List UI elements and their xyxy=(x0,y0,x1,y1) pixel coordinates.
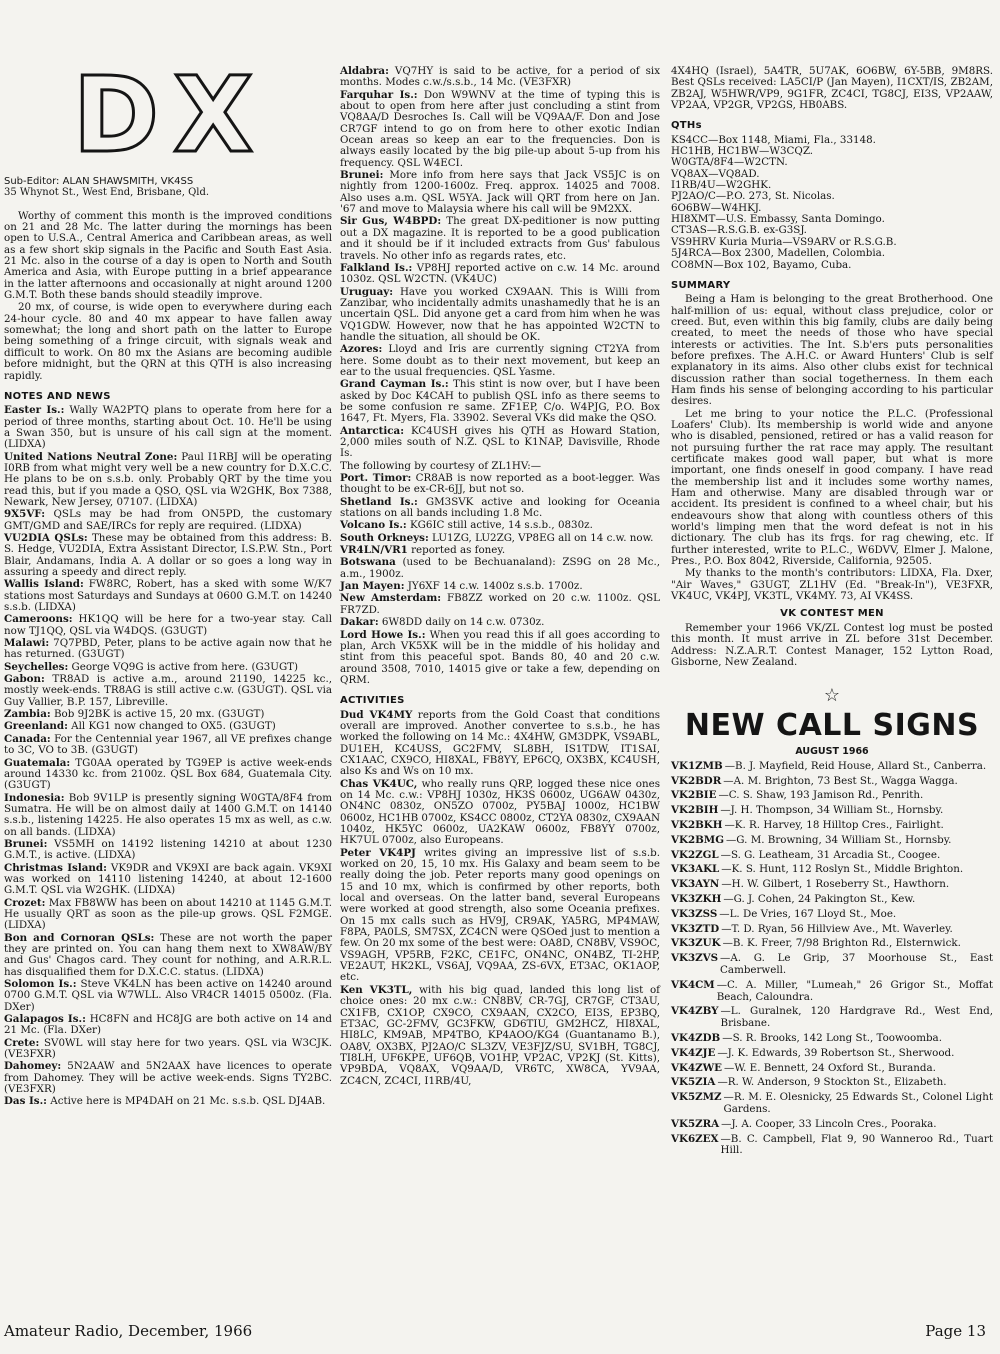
call-sign: VK2BDR xyxy=(671,774,722,787)
news-item xyxy=(340,90,660,169)
call-sign-holder: —B. K. Freer, 7/98 Brighton Rd., Elsternwick. xyxy=(722,937,961,950)
call-sign-holder: —C. A. Miller, "Lumeah," 26 Grigor St., Moffat Beach, Caloundra. xyxy=(716,978,993,1003)
news-item xyxy=(340,170,660,215)
news-item-text: HK1QQ will be here for a two-year stay. Call now TJ1QQ, QSL via W4DQS. (G3UGT) xyxy=(4,613,332,637)
news-item xyxy=(4,734,332,757)
news-item-key: Bon and Cornoran QSLs: xyxy=(4,931,155,944)
news-item-text: (used to be Bechuanaland): ZS9G on 28 Mc., a.m., 1900z. xyxy=(340,556,660,580)
call-sign: VK1ZMB xyxy=(671,759,723,772)
qth-item: W0GTA/8F4—W2CTN. xyxy=(671,156,788,169)
news-item-key: United Nations Neutral Zone: xyxy=(4,450,178,463)
call-sign-row xyxy=(671,835,993,847)
call-sign-row xyxy=(671,924,993,936)
news-item-key: Guatemala: xyxy=(4,756,71,769)
call-sign-holder: —S. R. Brooks, 142 Long St., Toowoomba. xyxy=(722,1032,942,1045)
call-sign-row xyxy=(671,805,993,817)
news-item xyxy=(340,473,660,496)
activity-item-text: reports from the Gold Coast that conditions overall are improved. Another convertee to s.s.b., he has worked the following on 14 Mc.: 4X4HW, GM3DPK, VS9ABL, DU1EH, KC4USS, GC2FMV, SL8BH, IS1TDW, IT1SAI, CX1AAC, CX9CO, HI8XAL, FB8YY, EP6CQ, OX3BX, KC4USH, also Ks and Ws on 10 mx. xyxy=(340,708,660,778)
news-item xyxy=(4,405,332,450)
call-sign-row xyxy=(671,894,993,906)
news-item-text: VS5MH on 14192 listening 14210 at about 1230 G.M.T., is active. (LIDXA) xyxy=(4,837,332,862)
intro-paragraph: 20 mx, of course, is wide open to everywhere during each 24-hour cycle. 80 and 40 mx appear to have fallen away somewhat; the long and short path on the latter to Europe being something of a fringe circuit, with signals weak and difficult to work. On 80 mx the Asians are becoming audible before midnight, but the QRN at this QTH is also increasing rapidly. xyxy=(4,301,332,382)
call-sign-row xyxy=(671,790,993,802)
news-item-text: Active here is MP4DAH on 21 Mc. s.s.b. QSL DJ4AB. xyxy=(46,1095,326,1108)
qth-item: CO8MN—Box 102, Bayamo, Cuba. xyxy=(671,258,852,271)
news-item xyxy=(4,674,332,708)
activity-item-key: Ken VK3TL, xyxy=(340,983,413,996)
call-sign-row xyxy=(671,850,993,862)
qth-item: HI8XMT—U.S. Embassy, Santa Domingo. xyxy=(671,213,885,226)
news-item-text: All KG1 now changed to OX5. (G3UGT) xyxy=(67,720,276,733)
column-2 xyxy=(340,66,660,1088)
news-item-text: Steve VK4LN has been active on 14240 around 0700 G.M.T. QSL via W7WLL. Also VR4CR 14015 0500z. (Fla. DXer) xyxy=(4,978,332,1013)
call-sign-holder: —W. E. Bennett, 24 Oxford St., Buranda. xyxy=(724,1061,936,1074)
call-sign: VK6ZEX xyxy=(671,1132,719,1145)
activity-item-text: with his big quad, landed this long list of choice ones: 20 mx c.w.: CN8BV, CR-7GJ, CR7GF, CT3AU, CX1FB, CX1OP, CX9CO, CX9AAN, CX2CO, EI3S, EP3BQ, ET3AC, GC-2FMV, GC3FKW, GD6TIU, GM2HCZ, HI8XAL, HI8LC, KM9AB, MP4TBO, KP4AOO/KG4 (Guantanamo B.), OA8V, OX3BX, PJ2AO/C SL3ZV, VE3FJZ/SU, SV1BH, TG8CJ, TI8LH, UF6KPE, UF6QB, VO1HP, VP2AC, VP2KJ (St. Kitts), VP9BDA, VQ8AX, VQ9AA/D, VR6TC, XW8CA, YV9AA, ZC4CN, ZC4CI, I1RB/4U, xyxy=(340,983,660,1087)
news-item-key: Uruguay: xyxy=(340,285,394,298)
news-item-text: These may be obtained from this address: B. S. Hedge, VU2DIA, Extra Assistant Director, I.S.P.W. Stn., Port Blair, Andamans, India A. A dollar or so goes a long way in assuring a speedy and direct reply. xyxy=(4,531,333,578)
news-item-key: Cameroons: xyxy=(4,613,73,626)
call-sign-holder: —K. R. Harvey, 18 Hilltop Cres., Fairlight. xyxy=(724,819,944,832)
news-item-key: Dahomey: xyxy=(4,1060,62,1073)
activity-item xyxy=(340,779,660,847)
call-sign-row xyxy=(671,1134,993,1158)
contest-heading: VK CONTEST MEN xyxy=(780,608,884,620)
news-item-key: 9X5VF: xyxy=(4,508,46,521)
qth-item: I1RB/4U—W2GHK. xyxy=(671,179,772,192)
news-item xyxy=(4,1096,332,1107)
intro-paragraph: Worthy of comment this month is the improved conditions on 21 and 28 Mc. The latter during the mornings has been open to U.S.A., Central America and Caribbean areas, as well as a few short skip signals in the Pacific and South East Asia. 21 Mc. also in the course of a day is open to North and South America and Asia, with Europe putting in a brief appearance in the latter afternoons and occasionally at night around 1200 G.M.T. Both these bands should steadily improve. xyxy=(4,209,332,302)
news-item xyxy=(4,1038,332,1061)
call-sign-row xyxy=(671,879,993,891)
news-item-text: Have you worked CX9AAN. This is Willi from Zanzibar, who incidentally admits unashamedly that he is an uncertain QSL. Did anyone get a card from him when he was VQ1GDW. However, now that he has appointed W2CTN to handle the situation, all should be OK. xyxy=(340,285,660,343)
news-item-text: These are not worth the paper they are printed on. You can hang them next to XW8AW/BY and Gus' Chagos card. They count for nothing, and A.R.R.L. has disqualified them for D.X.C.C. status. (LIDXA) xyxy=(4,931,333,978)
call-sign: VK5ZIA xyxy=(671,1076,716,1089)
call-sign-holder: —A. G. Le Grip, 37 Moorhouse St., East Camberwell. xyxy=(720,952,993,977)
call-sign-row xyxy=(671,1048,993,1060)
footer-page-number: Page 13 xyxy=(925,1322,986,1340)
dx-title-box xyxy=(56,54,284,176)
news-item xyxy=(340,617,660,628)
news-item-text: More info from here says that Jack VS5JC is on nightly from 1200-1600z. Freq. approx. 14025 and 7008. Also uses a.m. QSL W5YA. Jack will QRT from here on Jan. '67 and move to Malaysia where his call will be 9M2XX. xyxy=(340,169,660,216)
news-item xyxy=(4,709,332,720)
activities-heading: ACTIVITIES xyxy=(340,695,405,707)
news-item xyxy=(340,557,660,580)
sub-editor-address: 35 Whynot St., West End, Brisbane, Qld. xyxy=(4,187,210,199)
news-item-key: Easter Is.: xyxy=(4,404,65,417)
notes-heading: NOTES AND NEWS xyxy=(4,390,111,402)
summary-paragraph: My thanks to the month's contributors: LIDXA, Fla. Dxer, "Air Waves," G3UGT, ZL1HV (Ed. "Break-In"), VE3FXR, VK4UC, VK4PJ, VK3TL, VK4MY. 73, AI VK4SS. xyxy=(671,567,993,603)
summary-paragraph: Let me bring to your notice the P.L.C. (Professional Loafers' Club). Its membership is world wide and anyone who is disabled, pensioned, retired or has a valid reason for not pursuing further the rat race may apply. The resultant certificate makes good wall paper, but what is more important, one finds oneself in good company. I have read the membership list and it includes some worthy names, Ham and otherwise. Many are disabled through war or accident. Its president is confined to a wheel chair, but his endeavours show that along with countless others of this world's limping men that the word defeat is not in his dictionary. The club has its frqs. for rag chewing, etc. If further interested, write to P.L.C., W6DVV, Elmer J. Malone, Pres., P.O. Box 8042, Riverside, California, 92505. xyxy=(671,407,993,568)
new-call-signs-date: AUGUST 1966 xyxy=(795,745,869,757)
qths-heading: QTHs xyxy=(671,120,702,132)
call-sign-row xyxy=(671,1119,993,1131)
news-item-text: LU1ZG, LU2ZG, VP8EG all on 14 c.w. now. xyxy=(428,531,654,544)
call-sign-holder: —C. S. Shaw, 193 Jamison Rd., Penrith. xyxy=(718,789,924,802)
call-sign-row xyxy=(671,1092,993,1116)
qth-item: CT3AS—R.S.G.B. ex-G3SJ. xyxy=(671,224,807,237)
call-sign: VK2BIE xyxy=(671,789,717,802)
news-item-text: QSLs may be had from ON5PD, the customary GMT/GMD and SAE/IRCs for reply are required. (LIDXA) xyxy=(4,508,332,532)
news-item-key: Galapagos Is.: xyxy=(4,1013,86,1026)
news-item xyxy=(4,721,332,732)
news-item-text: 7Q7PBD, Peter, plans to be active again now that he has returned. (G3UGT) xyxy=(4,637,332,661)
news-item-key: Malawi: xyxy=(4,637,50,650)
news-item-text: SV0WL will stay here for two years. QSL via W3CJK. (VE3FXR) xyxy=(4,1036,332,1061)
news-item-key: Canada: xyxy=(4,732,51,745)
news-item-text: This stint is now over, but I have been asked by Doc K4CAH to publish QSL info as there seems to be some confusion re same. ZF1EP, C/o. W4PJG, P.O. Box 1647, Ft. Myers, Fla. 33902. Several VKs did make the QSO. xyxy=(340,378,661,425)
call-sign-holder: —A. M. Brighton, 73 Best St., Wagga Wagga. xyxy=(723,774,958,787)
news-item xyxy=(4,452,332,509)
footer-publication: Amateur Radio, December, 1966 xyxy=(4,1322,253,1340)
sub-editor: Sub-Editor: ALAN SHAWSMITH, VK4SS xyxy=(4,176,194,187)
call-sign: VK2BIH xyxy=(671,804,719,817)
call-sign-row xyxy=(671,953,993,977)
news-item-key: Azores: xyxy=(340,343,383,356)
call-sign-holder: —L. De Vries, 167 Lloyd St., Moe. xyxy=(719,907,897,920)
news-item xyxy=(340,263,660,286)
call-sign: VK2BMG xyxy=(671,833,724,846)
qth-item: 6O6BW—W4HKJ. xyxy=(671,201,762,214)
news-item-key: Shetland Is.: xyxy=(340,495,418,508)
news-item-text: Bob 9J2BK is active 15, 20 mx. (G3UGT) xyxy=(50,708,265,721)
activity-item-text: writes giving an impressive list of s.s.b. worked on 20, 15, 10 mx. His Galaxy and beam seem to be really doing the job. Peter reports many good openings on 15 and 10 mx, which is confirmed by other reports, both local and overseas. On the latter band, several Europeans were worked at good strength, also some Oceania prefixes. On 15 mx calls such as HV9J, CR9AK, YA5RG, MP4MAW, F8PA, PA0LS, SM7SX, ZC4CN were QSOed just to mention a few. On 20 mx some of the best were: OA8D, CN8BV, VS9OC, VS9AGH, VP5RB, F2KC, CE1FC, ON4NC, ON4BZ, TI-2HP, VE2AUT, HK2KL, VS6AJ, VQ9AA, ZS-6VX, ET3AC, OK1AOP, etc. xyxy=(340,846,661,984)
activity-item xyxy=(340,985,660,1087)
activity-item xyxy=(340,710,660,778)
news-item xyxy=(340,426,660,460)
qth-item: KS4CC—Box 1148, Miami, Fla., 33148. xyxy=(671,133,876,146)
new-call-signs-title: NEW CALL SIGNS xyxy=(684,707,980,743)
call-sign: VK5ZMZ xyxy=(671,1091,722,1104)
news-item-text: VP8HJ reported active on c.w. 14 Mc. around 1030z. QSL W2CTN. (VK4UC) xyxy=(340,261,660,286)
news-item xyxy=(4,533,332,578)
qth-item: 5J4RCA—Box 2300, Madellen, Colombia. xyxy=(671,247,886,260)
news-item-text: Bob 9V1LP is presently signing W0GTA/8F4 from Sumatra. He will be on almost daily at 1400 G.M.T. on 14140 s.s.b., listening 14225. He also operates 15 mx as well, as c.w. on all bands. (LIDXA) xyxy=(4,791,332,838)
call-sign-row xyxy=(671,938,993,950)
call-sign: VK4CM xyxy=(671,978,715,991)
news-item xyxy=(4,839,332,862)
news-item-text: Max FB8WW has been on about 14210 at 1145 G.M.T. He usually QRT as soon as the pile-up grows. QSL F2MGE. (LIDXA) xyxy=(4,896,332,932)
news-item xyxy=(4,758,332,792)
news-item-key: Grand Cayman Is.: xyxy=(340,378,449,391)
news-item-key: Brunei: xyxy=(4,837,48,850)
activity-item xyxy=(340,848,660,984)
news-item xyxy=(340,344,660,378)
news-item xyxy=(4,614,332,637)
news-item xyxy=(340,216,660,261)
activity-item-key: Chas VK4UC, xyxy=(340,777,418,790)
dx-title: DX xyxy=(72,54,268,176)
call-sign-holder: —R. W. Anderson, 9 Stockton St., Elizabeth. xyxy=(717,1076,947,1089)
call-sign-row xyxy=(671,864,993,876)
news-item-text: George VQ9G is active from here. (G3UGT) xyxy=(68,660,299,673)
call-sign: VK5ZRA xyxy=(671,1117,720,1130)
summary-paragraph: Being a Ham is belonging to the great Brotherhood. One half-million of us: equal, without class prejudice, color or creed. But, even within this big family, clubs are daily being created, to meet the needs of those who have special interests or activities. The Int. S.b'ers puts personalities before prefixes. The A.H.C. or Award Hunters' Club is self explanatory in its aims. Also other clubs exist for technical discussion rather than social togetherness. In them each Ham finds his sense of belonging according to his particular desires. xyxy=(671,293,993,408)
call-sign-holder: —S. G. Leatheam, 31 Arcadia St., Coogee. xyxy=(720,848,941,861)
activities-list xyxy=(340,710,660,1087)
news-item xyxy=(340,497,660,520)
news-item-text: JY6XF 14 c.w. 1400z s.s.b. 1700z. xyxy=(404,580,583,593)
call-sign-holder: —G. M. Browning, 34 William St., Hornsby. xyxy=(726,833,952,846)
news-item-key: Port. Timor: xyxy=(340,472,412,485)
call-sign-row xyxy=(671,761,993,773)
news-item-key: Solomon Is.: xyxy=(4,978,77,991)
news-item-key: Antarctica: xyxy=(340,424,405,437)
summary-heading: SUMMARY xyxy=(671,279,731,291)
news-item xyxy=(340,287,660,344)
news-item-key: Dakar: xyxy=(340,616,379,629)
news-item-key: Crozet: xyxy=(4,896,46,909)
news-item xyxy=(4,793,332,838)
news-item xyxy=(4,1014,332,1037)
news-item-text: VK9DR and VK9XI are back again. VK9XI was worked on 14110 listening 14240, at about 12-1600 G.M.T. QSL via W2GHK. (LIDXA) xyxy=(4,861,332,897)
activities-continued: 4X4HQ (Israel), 5A4TR, 5U7AK, 6O6BW, 6Y-5BB, 9M8RS. Best QSLs received: LA5CI/P (Jan Mayen), I1CXT/IS, ZB2AM, ZB2AJ, W5HWR/VP9, 9G1FR, ZC4CI, TG8CJ, EI3S, VP2AAW, VP2AA, VP2GR, VP2GS, HB0ABS. xyxy=(671,65,993,112)
activity-item-key: Peter VK4PJ xyxy=(340,846,416,859)
news-item xyxy=(340,533,660,544)
news-item-key: Crete: xyxy=(4,1036,40,1049)
news-item-text: reported as foney. xyxy=(407,544,506,557)
call-sign-holder: —L. Guralnek, 120 Hardgrave Rd., West End, Brisbane. xyxy=(720,1005,993,1030)
news-item-text: Wally WA2PTQ plans to operate from here for a period of three months, starting about Oct. 10. He'll be using a Swan 350, but is unsure of his call sign at the moment. (LIDXA) xyxy=(4,404,332,451)
dx-news-list xyxy=(340,66,660,686)
notes-list xyxy=(4,405,332,1108)
news-item-text: 5N2AAW and 5N2AAX have licences to operate from Dahomey. They will be active week-ends. Signs TY2BC. (VE3FXR) xyxy=(4,1060,332,1096)
call-sign-holder: —B. J. Mayfield, Reid House, Allard St., Canberra. xyxy=(724,759,987,772)
call-sign-holder: —T. D. Ryan, 56 Hillview Ave., Mt. Waverley. xyxy=(721,922,953,935)
news-item-key: Indonesia: xyxy=(4,791,65,804)
news-item xyxy=(340,630,660,687)
call-sign-holder: —J. H. Thompson, 34 William St., Hornsby. xyxy=(720,804,944,817)
news-item-text: KC4USH gives his QTH as Howard Station, 2,000 miles south of N.Z. QSL to K1NAP, Davisville, Rhode Is. xyxy=(340,424,660,460)
call-sign: VK3ZTD xyxy=(671,922,720,935)
news-item-text: 6W8DD daily on 14 c.w. 0730z. xyxy=(378,616,545,629)
news-item-text: Lloyd and Iris are currently signing CT2YA from here. Some doubt as to their next movement, but keep an ear to the usual frequencies. QSL Yasme. xyxy=(340,343,660,378)
qths-list xyxy=(671,135,993,271)
news-item-text: Don W9WNV at the time of typing this is about to open from here after just concluding a stint from VQ8AA/D Desroches Is. Call will be VQ9AA/F. Don and Jose CR7GF intend to go on from here to other exotic Indian Ocean areas so keep an ear to the frequencies. Don is always easily located by the big pile-up about 5-up from his frequency. QSL W4ECI. xyxy=(340,88,660,169)
news-item-text: GM3SVK active and looking for Oceania stations on all bands including 1.8 Mc. xyxy=(340,495,660,520)
news-item-text: FB8ZZ worked on 20 c.w. 1100z. QSL FR7ZD. xyxy=(340,592,660,616)
news-item-text: VQ7HY is said to be active, for a period of six months. Modes c.w./s.s.b., 14 Mc. (VE3FXR) xyxy=(340,65,660,89)
new-call-signs-list xyxy=(671,761,993,1157)
news-item xyxy=(4,638,332,661)
call-sign-row xyxy=(671,980,993,1004)
news-item-key: Volcano Is.: xyxy=(340,519,407,532)
qth-item: VS9HRV Kuria Muria—VS9ARV or R.S.G.B. xyxy=(671,235,897,248)
news-item-key: Botswana xyxy=(340,556,396,569)
news-item-text: CR8AB is now reported as a boot-legger. Was thought to be ex-CR-6JJ, but not so. xyxy=(340,472,661,496)
call-sign-row xyxy=(671,1077,993,1089)
call-sign: VK2ZGL xyxy=(671,848,719,861)
news-item xyxy=(340,66,660,89)
call-sign-row xyxy=(671,1063,993,1075)
activity-item-text: who really runs QRP, logged these nice ones on 14 Mc. c.w.: VP8HJ 1030z, HK3S 0600z, UG6AW 0430z, ON4NC 0830z, ON5ZO 0700z, PY5BAJ 1000z, HC1BW 0600z, HC1HB 0700z, KS4CC 0800z, CT2YA 0830z, CX9AAN 1040z, HK5YC 0600z, UA2KAW 0600z, FB8YY 0700z, HK7UL 0700z, also Europeans. xyxy=(340,777,661,847)
news-item-key: Wallis Island: xyxy=(4,578,84,591)
call-sign-holder: —G. J. Cohen, 24 Pakington St., Kew. xyxy=(723,893,916,906)
news-item-text: Paul I1RBJ will be operating I0RB from what might very well be a new country for D.X.C.C. He plans to be on s.s.b. only. Probably QRT by the time you read this, but if you made a QSO, QSL via W2GHK, Box 7388, Newark, New Jersey, 07107. (LIDXA) xyxy=(4,450,332,508)
news-item-key: Sir Gus, W4BPD: xyxy=(340,215,442,228)
call-sign-holder: —R. M. E. Olesnicky, 25 Edwards St., Colonel Light Gardens. xyxy=(723,1091,993,1115)
news-item xyxy=(4,1061,332,1095)
news-item xyxy=(340,461,660,472)
qth-item: HC1HB, HC1BW—W3CQZ. xyxy=(671,145,814,158)
news-item xyxy=(340,520,660,531)
call-sign: VK3ZSS xyxy=(671,907,718,920)
column-3 xyxy=(671,66,993,1160)
news-item-key: Falkland Is.: xyxy=(340,261,413,274)
call-sign-row xyxy=(671,1033,993,1045)
news-item xyxy=(340,545,660,556)
news-item-key: VR4LN/VR1 xyxy=(340,544,408,557)
news-item xyxy=(4,979,332,1013)
news-item-text: HC8FN and HC8JG are both active on 14 and 21 Mc. (Fla. DXer) xyxy=(4,1013,333,1037)
call-sign-row xyxy=(671,776,993,788)
news-item-key: New Amsterdam: xyxy=(340,592,442,605)
news-item-key: Farquhar Is.: xyxy=(340,88,418,101)
call-sign-row xyxy=(671,820,993,832)
call-sign-holder: —K. S. Hunt, 112 Roslyn St., Middle Brighton. xyxy=(721,863,964,876)
news-item xyxy=(4,509,332,532)
news-item-key: South Orkneys: xyxy=(340,531,429,544)
news-item-text: KG6IC still active, 14 s.s.b., 0830z. xyxy=(406,519,593,532)
call-sign-holder: —J. K. Edwards, 39 Robertson St., Sherwood. xyxy=(717,1046,955,1059)
news-item-text: The great DX-peditioner is now putting out a DX magazine. It is reported to be a good publication and it should be if it included extracts from Gus' fabulous travels. No other info as regards rates, etc. xyxy=(340,215,660,262)
news-item-text: For the Centennial year 1967, all VE prefixes change to 3C, VO to 3B. (G3UGT) xyxy=(4,732,332,757)
news-item xyxy=(340,593,660,616)
news-item xyxy=(340,581,660,592)
qth-item: VQ8AX—VQ8AD. xyxy=(671,167,760,180)
news-item-key: Zambia: xyxy=(4,708,51,721)
news-item-key: Christmas Island: xyxy=(4,861,107,874)
call-sign-row xyxy=(671,1006,993,1030)
call-sign: VK3AKL xyxy=(671,863,720,876)
call-sign: VK3ZUK xyxy=(671,937,721,950)
call-sign: VK4ZWE xyxy=(671,1061,723,1074)
call-sign-holder: —H. W. Gilbert, 1 Roseberry St., Hawthorn. xyxy=(721,878,950,891)
news-item-key: Lord Howe Is.: xyxy=(340,628,426,641)
news-item xyxy=(4,933,332,978)
call-sign-holder: —B. C. Campbell, Flat 9, 90 Wanneroo Rd., Tuart Hill. xyxy=(720,1132,993,1157)
news-item-key: Jan Mayen: xyxy=(340,580,405,593)
news-item-text: FW8RC, Robert, has a sked with some W/K7 stations most Saturdays and Sundays at 0600 G.M.T. on 14240 s.s.b. (LIDXA) xyxy=(4,578,332,614)
news-item-key: Brunei: xyxy=(340,169,384,182)
news-item xyxy=(4,863,332,897)
news-item-text: When you read this if all goes according to plan, Arch VK5XK will be in the middle of his holiday and stint from this peaceful spot. Bands 80, 40 and 20 c.w. around 3508, 7010, 14015 give or take a few, depending on QRM. xyxy=(340,628,660,686)
news-item-text: TG0AA operated by TG9EP is active week-ends around 14330 kc. from 2100z. QSL Box 684, Guatemala City. (G3UGT) xyxy=(4,756,332,792)
call-sign: VK4ZBY xyxy=(671,1005,719,1018)
call-sign: VK3ZKH xyxy=(671,893,722,906)
news-item-key: Greenland: xyxy=(4,720,68,733)
news-item-key: Seychelles: xyxy=(4,660,69,673)
news-item xyxy=(4,579,332,613)
call-sign-row xyxy=(671,909,993,921)
call-sign-holder: —J. A. Cooper, 33 Lincoln Cres., Pooraka. xyxy=(721,1117,937,1130)
call-sign: VK4ZJE xyxy=(671,1046,716,1059)
activity-item-key: Dud VK4MY xyxy=(340,708,413,721)
news-item-key: Aldabra: xyxy=(340,65,389,77)
contest-text: Remember your 1966 VK/ZL Contest log must be posted this month. It must arrive in ZL before 31st December. Address: N.Z.A.R.T. Contest Manager, 152 Lytton Road, Gisborne, New Zealand. xyxy=(671,621,993,668)
news-item-key: Das Is.: xyxy=(4,1095,47,1108)
column-1 xyxy=(4,54,333,1109)
call-sign: VK4ZDB xyxy=(671,1032,721,1045)
call-sign: VK2BKH xyxy=(671,819,723,832)
star-icon: ☆ xyxy=(823,685,841,707)
qth-item: PJ2AO/C—P.O. 273, St. Nicolas. xyxy=(671,190,835,203)
news-item xyxy=(4,662,332,673)
call-sign: VK3ZVS xyxy=(671,952,719,965)
news-item-key: Gabon: xyxy=(4,673,45,686)
news-item xyxy=(4,898,332,932)
news-item-text: The following by courtesy of ZL1HV:— xyxy=(340,459,542,472)
news-item-key: VU2DIA QSLs: xyxy=(4,531,88,544)
news-item xyxy=(340,379,660,424)
call-sign: VK3AYN xyxy=(671,878,720,891)
news-item-text: TR8AD is active a.m., around 21190, 14225 kc., mostly week-ends. TR8AG is still active c.w. (G3UGT). QSL via Guy Vallier, B.P. 157, Libreville. xyxy=(4,673,332,708)
